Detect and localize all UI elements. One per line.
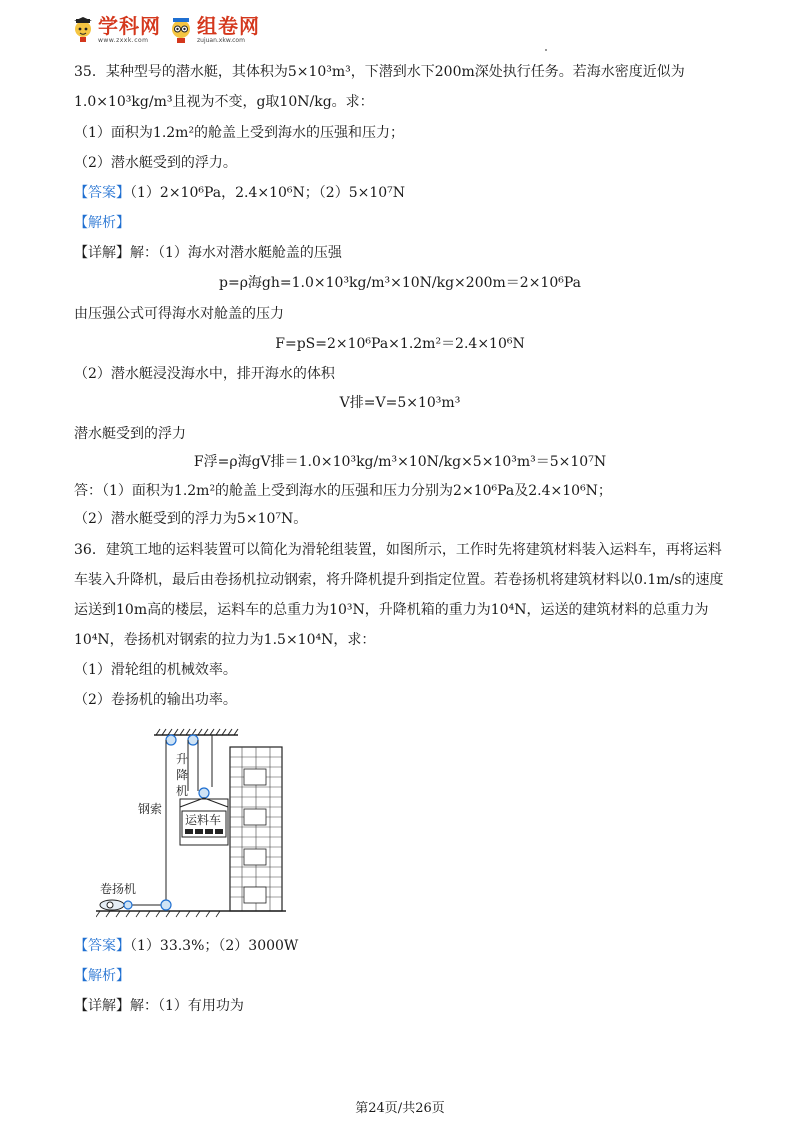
q36-analysis-tag: 【解析】 bbox=[74, 968, 130, 984]
label-cart: 运料车 bbox=[185, 813, 222, 827]
q35-equation-pressure bbox=[0, 273, 800, 293]
q35-text-force bbox=[74, 304, 284, 324]
header-logos bbox=[72, 10, 260, 50]
q35-text4: 潜水艇受到的浮力 bbox=[74, 426, 186, 442]
q36-answer-line bbox=[74, 936, 298, 956]
q35-equation-volume bbox=[0, 393, 800, 413]
q35-text-buoyancy bbox=[74, 424, 186, 444]
q35-analysis-tag: 【解析】 bbox=[74, 215, 130, 231]
pulley-diagram bbox=[96, 727, 296, 919]
q36-analysis-line bbox=[74, 966, 130, 986]
q36-l2-text: 车装入升降机，最后由卷扬机拉动钢索，将升降机提升到指定位置。若卷扬机将建筑材料以0.1m/s的速度 bbox=[74, 572, 724, 588]
page-footer bbox=[0, 1097, 800, 1116]
q36-l6-text: （2）卷扬机的输出功率。 bbox=[74, 692, 237, 708]
logo1-name: 学科网 bbox=[98, 14, 161, 38]
q35-stem-line2 bbox=[74, 92, 374, 112]
q35-analysis-line bbox=[74, 213, 130, 233]
logo1-url: www.zxxk.com bbox=[98, 37, 149, 44]
q35-eq4-text: F浮=ρ海gV排＝1.0×10³kg/m³×10N/kg×5×10³m³＝5×10⁷N bbox=[193, 454, 607, 470]
moving-pulley bbox=[199, 788, 209, 798]
ceiling-pulley-right bbox=[188, 735, 198, 745]
q35-stem-line1 bbox=[74, 62, 685, 82]
q35-eq1-text: p=ρ海gh=1.0×10³kg/m³×10N/kg×200m＝2×10⁶Pa bbox=[219, 275, 581, 291]
q36-detail-line bbox=[74, 996, 244, 1016]
q36-answer-tag: 【答案】 bbox=[74, 938, 130, 954]
q35-text2: 由压强公式可得海水对舱盖的压力 bbox=[74, 306, 284, 322]
q36-l5-text: （1）滑轮组的机械效率。 bbox=[74, 662, 237, 678]
q35-answer-text: （1）2×10⁶Pa，2.4×10⁶N；（2）5×10⁷N bbox=[130, 185, 406, 201]
zxxk-logo[interactable] bbox=[72, 16, 161, 44]
q35-stem-line2-text: 1.0×10³kg/m³且视为不变，g取10N/kg。求： bbox=[74, 94, 374, 110]
q36-part2 bbox=[74, 690, 237, 710]
q36-l3-text: 运送到10m高的楼层，运料车的总重力为10³N，升降机箱的重力为10⁴N，运送的建筑材料的总重力为 bbox=[74, 602, 709, 618]
label-lift-2: 降 bbox=[176, 768, 189, 782]
q35-text-volume bbox=[74, 364, 335, 384]
q35-stem-line1-text: 35．某种型号的潜水艇，其体积为5×10³m³，下潜到水下200m深处执行任务。若海水密度近似为 bbox=[74, 64, 685, 80]
q35-answer-line bbox=[74, 183, 405, 203]
q35-conclusion2 bbox=[74, 509, 307, 529]
mascot-glasses-icon bbox=[169, 16, 193, 44]
q35-eq2-text: F=pS=2×10⁶Pa×1.2m²＝2.4×10⁶N bbox=[275, 336, 525, 352]
q36-l1-text: 36．建筑工地的运料装置可以简化为滑轮组装置，如图所示，工作时先将建筑材料装入运料车，再将运料 bbox=[74, 542, 722, 558]
q36-detail-text: 解：（1）有用功为 bbox=[130, 998, 244, 1014]
ceiling-pulley-left bbox=[166, 735, 176, 745]
q35-answer-tag: 【答案】 bbox=[74, 185, 130, 201]
q35-equation-force bbox=[0, 334, 800, 354]
q35-part1-text: （1）面积为1.2m²的舱盖上受到海水的压强和压力； bbox=[74, 125, 405, 141]
label-winch: 卷扬机 bbox=[100, 882, 137, 896]
q35-eq3-text: V排=V=5×10³m³ bbox=[339, 395, 461, 411]
label-lift-3: 机 bbox=[176, 784, 189, 798]
q35-detail-text: 解：（1）海水对潜水艇舱盖的压强 bbox=[130, 245, 342, 261]
logo2-url: zujuan.xkw.com bbox=[197, 37, 245, 44]
page-number: 第24页/共26页 bbox=[355, 1101, 445, 1116]
q35-part2-text: （2）潜水艇受到的浮力。 bbox=[74, 155, 237, 171]
q35-conclusion1 bbox=[74, 481, 612, 501]
ground-pulley-left bbox=[124, 901, 132, 909]
q35-detail-tag: 【详解】 bbox=[74, 245, 130, 261]
q36-part1 bbox=[74, 660, 237, 680]
q35-detail-line bbox=[74, 243, 342, 263]
q35-equation-buoyancy bbox=[0, 452, 800, 472]
q36-stem-line4 bbox=[74, 630, 375, 650]
q35-part2 bbox=[74, 153, 237, 173]
mascot-icon bbox=[72, 17, 94, 43]
q36-answer-text: （1）33.3%；（2）3000W bbox=[130, 938, 299, 954]
ground-pulley-right bbox=[161, 900, 171, 910]
stray-dot bbox=[545, 49, 547, 51]
q36-stem-line2 bbox=[74, 570, 723, 590]
label-lift-1: 升 bbox=[176, 752, 189, 766]
logo2-name: 组卷网 bbox=[197, 14, 260, 38]
q36-stem-line3 bbox=[74, 600, 708, 620]
q35-conc1-text: 答：（1）面积为1.2m²的舱盖上受到海水的压强和压力分别为2×10⁶Pa及2.4×10⁶N； bbox=[74, 483, 612, 499]
zujuan-logo[interactable] bbox=[169, 16, 260, 44]
q35-text3: （2）潜水艇浸没海水中，排开海水的体积 bbox=[74, 366, 335, 382]
q35-part1 bbox=[74, 123, 404, 143]
q36-stem-line1 bbox=[74, 540, 722, 560]
label-cable: 钢索 bbox=[138, 802, 163, 816]
q36-detail-tag: 【详解】 bbox=[74, 998, 130, 1014]
q35-conc2-text: （2）潜水艇受到的浮力为5×10⁷N。 bbox=[74, 511, 308, 527]
q36-l4-text: 10⁴N，卷扬机对钢索的拉力为1.5×10⁴N，求： bbox=[74, 632, 376, 648]
